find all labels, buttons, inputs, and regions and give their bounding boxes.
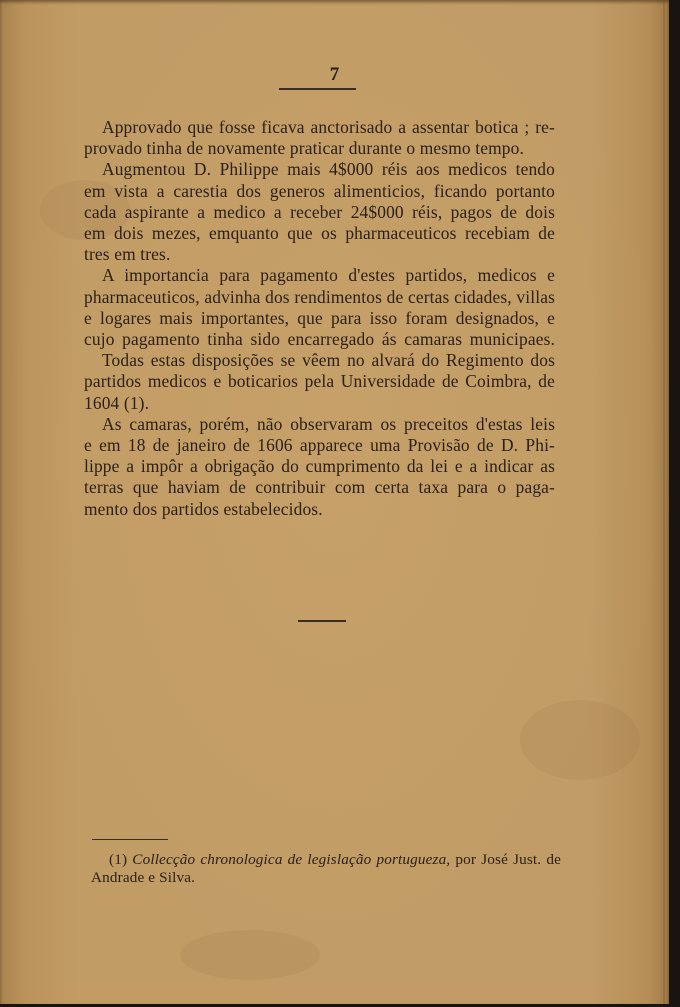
text-line: provado tinha de novamente praticar durante o mesmo tempo. [84,138,524,159]
section-rule [298,620,346,622]
paragraph [84,414,555,520]
page-number: 7 [329,64,340,85]
text-line: partidos medicos e boticarios pela Universidade de Coimbra, de [84,371,555,392]
text-line: Augmentou D. Philippe mais 4$000 réis aos medicos tendo [102,159,555,180]
footnote-line [91,851,561,869]
footnote-marker: (1) [109,851,128,868]
footnote-rule [92,839,168,840]
text-line: As camaras, porém, não observaram os preceitos d'estas leis [102,413,555,434]
page-number-rule [279,88,356,90]
text-line: e logares mais importantes, que para isso foram designados, e [84,307,555,328]
text-line: cujo pagamento tinha sido encarregado ás camaras municipaes. [84,329,555,350]
text-line: em vista a carestia dos generos alimenticios, ficando portanto [84,180,555,201]
paper-stain [180,930,320,980]
text-line: terras que haviam de contribuir com certa taxa para o paga- [84,477,555,498]
text-line: lippe a impôr a obrigação do cumprimento da lei e a indicar as [84,456,555,477]
text-line: Todas estas disposições se vêem no alvará do Regimento dos [102,350,555,371]
text-line: cada aspirante a medico a receber 24$000 réis, pagos de dois [84,201,555,222]
text-line: A importancia para pagamento d'estes partidos, medicos e [102,265,555,286]
text-line: Approvado que fosse ficava anctorisado a assentar botica ; re- [102,117,555,137]
body-text [84,117,555,520]
footnote-title: Collecção chronologica de legislação portugueza, [132,851,451,868]
footnote-author: por José Just. de [455,851,562,868]
paragraph [84,159,555,265]
paragraph [84,265,555,350]
text-line: e em 18 de janeiro de 1606 apparece uma Provisão de D. Phi- [84,435,555,456]
text-line: tres em tres. [84,244,171,265]
text-line: pharmaceuticos, advinha dos rendimentos de certas cidades, villas [84,286,555,307]
paragraph [84,117,555,159]
page-edge-shadow [663,0,665,1004]
footnote-line: Andrade e Silva. [91,869,196,886]
text-line: 1604 (1). [84,392,150,413]
footnote [91,851,561,887]
text-line: mento dos partidos estabelecidos. [84,498,323,519]
paragraph [84,350,555,414]
paper-stain [520,700,640,780]
text-line: em dois mezes, emquanto que os pharmaceuticos recebiam de [84,223,555,244]
